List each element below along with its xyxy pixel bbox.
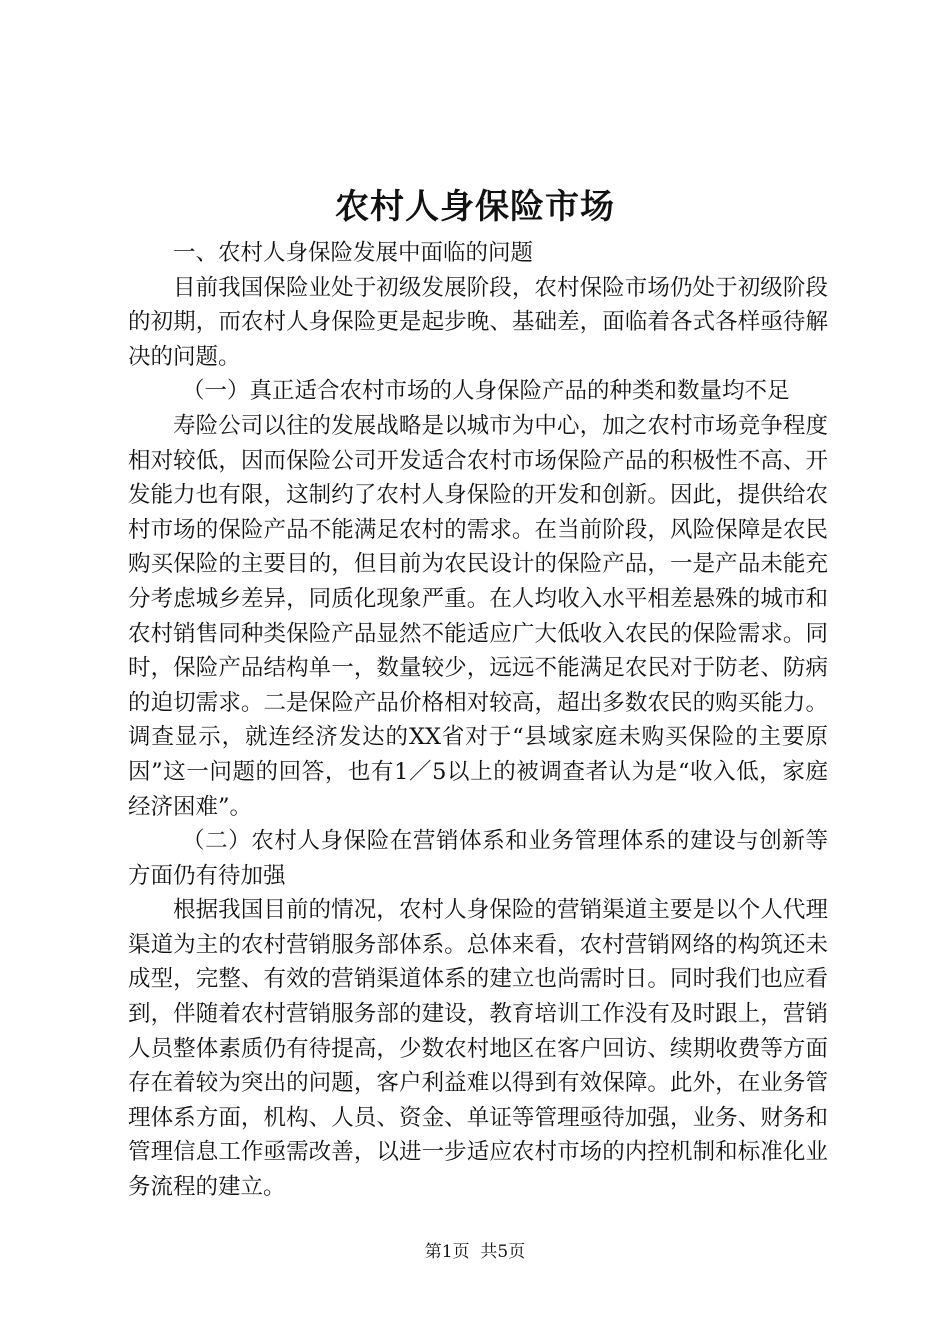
document-title: 农村人身保险市场 xyxy=(335,187,615,227)
body-paragraph-marketing: 根据我国目前的情况，农村人身保险的营销渠道主要是以个人代理渠道为主的农村营销服务部体系。总体来看，农村营销网络的构筑还未成型，完整、有效的营销渠道体系的建立也尚需时日。同时我们也应看到，伴随着农村营销服务部的建设，教育培训工作没有及时跟上，营销人员整体素质仍有待提高，少数农村地区在客户回访、续期收费等方面存在着较为突出的问题，客户利益难以得到有效保障。此外，在业务管理体系方面，机构、人员、资金、单证等管理亟待加强，业务、财务和管理信息工作亟需改善，以进一步适应农村市场的内控机制和标准化业务流程的建立。 xyxy=(128,897,828,1201)
subsection-heading-1: （一）真正适合农村市场的人身保险产品的种类和数量均不足 xyxy=(182,378,790,405)
page-total: 共5页 xyxy=(480,1242,526,1262)
page-number: 第1页 xyxy=(424,1242,470,1262)
page-footer xyxy=(0,1240,950,1264)
document-body xyxy=(128,236,828,1205)
subsection-heading-2: （二）农村人身保险在营销体系和业务管理体系的建设与创新等方面仍有待加强 xyxy=(128,828,828,889)
section-heading-1: 一、农村人身保险发展中面临的问题 xyxy=(173,240,534,266)
body-paragraph-intro: 目前我国保险业处于初级发展阶段，农村保险市场仍处于初级阶段的初期，而农村人身保险更是起步晚、基础差，面临着各式各样亟待解决的问题。 xyxy=(128,274,828,370)
body-paragraph-products: 寿险公司以往的发展战略是以城市为中心，加之农村市场竞争程度相对较低，因而保险公司开发适合农村市场保险产品的积极性不高、开发能力也有限，这制约了农村人身保险的开发和创新。因此，提供给农村市场的保险产品不能满足农村的需求。在当前阶段，风险保障是农民购买保险的主要目的，但目前为农民设计的保险产品，一是产品未能充分考虑城乡差异，同质化现象严重。在人均收入水平相差悬殊的城市和农村销售同种类保险产品显然不能适应广大低收入农民的保险需求。同时，保险产品结构单一，数量较少，远远不能满足农民对于防老、防病的迫切需求。二是保险产品价格相对较高，超出多数农民的购买能力。调查显示，就连经济发达的XX省对于“县域家庭未购买保险的主要原因”这一问题的回答，也有1／5以上的被调查者认为是“收入低，家庭经济困难”。 xyxy=(128,412,828,820)
